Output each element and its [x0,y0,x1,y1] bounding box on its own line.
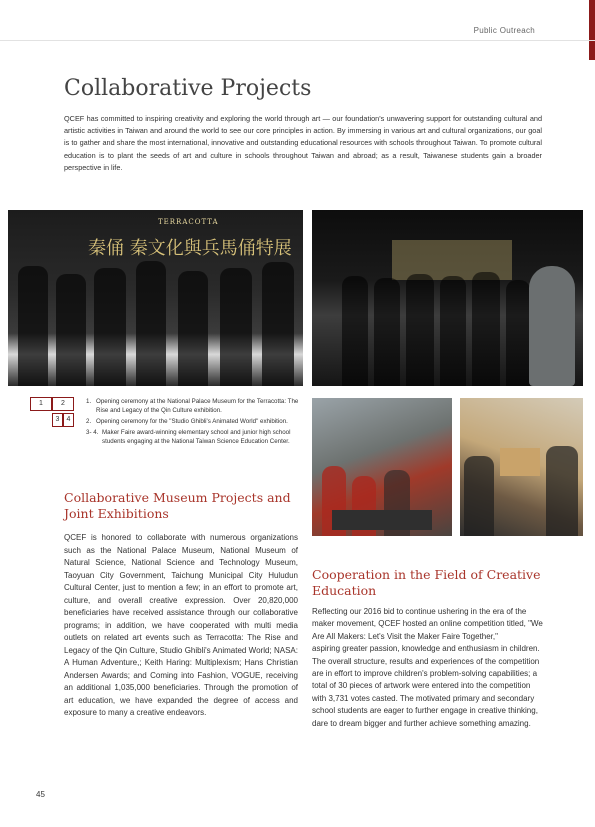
figure-number-1: 1 [30,397,52,411]
caption-number: 1. [86,398,92,405]
person-figure [220,268,252,386]
person-figure [262,262,294,386]
figure-number-4: 4 [63,413,74,427]
caption-item [86,417,301,426]
page-number: 45 [36,790,45,799]
intro-paragraph: QCEF has committed to inspiring creativity and exploring the world through art — our foundation's unwavering support for outstanding cultural and artistic activities in Taiwan and around the world to see our core principles in action. By immersing in various art and cultural organizations, our goal is to gather and share the most international, innovative and outstanding educational resources with schools throughout Taiwan. To promote cultural education is to plant the seeds of art and culture in schools throughout Taiwan and abroad; as a result, Taiwanese students gain a broader perspective in life. [64,114,542,172]
section-label: Public Outreach [473,26,535,35]
work-table [332,510,432,530]
photo-banner-text: TERRACOTTA [158,218,219,226]
photo-ghibli-ceremony [312,210,583,386]
photo-captions [86,397,301,448]
person-figure [440,276,466,386]
section-body-museum: QCEF is honored to collaborate with numerous organizations such as the National Palace Museum, National Museum of Natural Science, National Science and Technology Museum, Taoyuan City Government, Taichung Municipal City Huludun Cultural Center, just to mention a few; in an effort to promote art, culture, and overall creative expression. Over 20,820,000 beneficiaries have received assistance through our collaborative programs; in addition, we have cooperated with multi media outlets on related art events such as Terracotta: The Rise and Legacy of the Qin Culture, Studio Ghibli's Animated World; NASA: A Human Adventure,; Keith Haring: Multiplexism; Hans Christian Andersen Awards; and Coming into Fashion, VOGUE, receiving an additional 1,035,000 beneficiaries. Through the promotion of art education, we have expanded the degree of access and exposure to many a creative endeavors. [64,533,298,717]
photo-banner-chinese: 秦俑 秦文化與兵馬俑特展 [88,238,292,259]
caption-item [86,397,301,415]
photo-maker-students-2 [460,398,583,536]
wooden-blocks [500,448,540,476]
person-figure [342,276,368,386]
caption-text: Opening ceremony for the "Studio Ghibli's Animated World" exhibition. [96,418,288,425]
person-figure [18,266,48,386]
section-body-creative [312,606,544,730]
person-figure [506,280,530,386]
section-tab-marker [589,0,595,60]
student-figure [464,456,494,536]
person-figure [472,272,500,386]
photo-terracotta-ceremony [8,210,303,386]
person-figure [406,274,434,386]
header-divider [0,40,595,41]
person-figure [178,271,208,386]
caption-number: 2. [86,418,92,425]
person-figure [56,274,86,386]
person-figure [94,268,126,386]
section-heading-museum: Collaborative Museum Projects and Joint Exhibitions [64,490,291,521]
person-figure [374,278,400,386]
person-figure [136,261,166,386]
photo-maker-students-1 [312,398,452,536]
figure-number-3: 3 [52,413,63,427]
figure-number-2: 2 [52,397,74,411]
section-heading-creative: Cooperation in the Field of Creative Education [312,567,541,598]
caption-number: 3- 4. [86,429,99,436]
caption-text: Opening ceremony at the National Palace Museum for the Terracotta: The Rise and Legacy of the Qin Culture exhibition. [96,398,299,414]
student-figure [546,446,578,536]
creative-paragraph-2: aspiring greater passion, knowledge and enthusiasm in children. The overall structure, results and experiences of the competition are in effort to improve children's problem-solving capabilities; a total of 30 pieces of artwork were entered into the competition with 3,731 votes casted. The motivated primary and secondary school students are eager to further engage in creative thinking, dare to dream bigger and further achieve something amazing. [312,644,540,728]
caption-text: Maker Faire award-winning elementary school and junior high school students engaging at the National Taiwan Science Education Center. [102,429,291,445]
totoro-statue [529,266,575,386]
page-title: Collaborative Projects [64,76,312,101]
caption-item [86,428,301,446]
creative-paragraph-1: Reflecting our 2016 bid to continue ushering in the era of the maker movement, QCEF hosted an online competition titled, "We Are All Makers: Let's Visit the Maker Faire Together," [312,607,543,641]
